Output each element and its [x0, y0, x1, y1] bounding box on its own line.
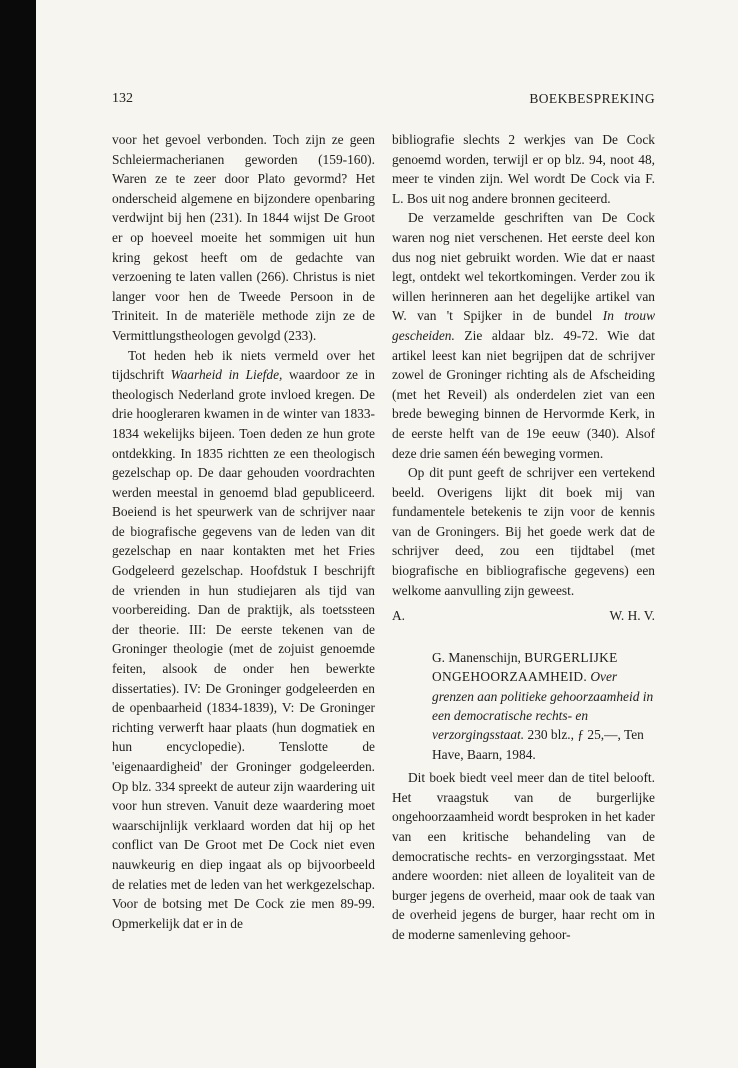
book-author: G. Manenschijn,	[432, 649, 521, 665]
scan-border	[0, 0, 36, 1068]
signature-place: A.	[392, 608, 406, 624]
book-title: BURGERLIJKE ONGEHOORZAAMHEID.	[432, 649, 618, 685]
text-run: Tot heden heb ik niets vermeld over het tijdschrift	[112, 347, 375, 383]
book-details: 230 blz., ƒ 25,—, Ten Have, Baarn, 1984.	[432, 727, 644, 762]
paragraph: voor het gevoel verbonden. Toch zijn ze geen Schleiermacherianen geworden (159-160). Waren ze te zeer door Plato gevormd? Het onderscheid algemene en bijzondere openbaring verdwijnt bij hen (231). In 1844 wijst De Groot er op hoeveel moeite het sommigen uit hun kring gekost heeft om de gedachte van verzoening te laten vallen (266). Christus is niet langer voor hen de Tweede Persoon in de Triniteit. In de materiële methode zijn ze de Vermittlungstheologen gevolgd (233).	[112, 132, 375, 343]
paragraph: Op dit punt geeft de schrijver een vertekend beeld. Overigens lijkt dit boek mij van fundamentele betekenis te zijn voor de kennis van de Groningers. Bij het goede werk dat de schrijver deed, zou een tijdtabel (met biografische en bibliografische gegevens) een welkome aanvulling zijn geweest.	[392, 465, 655, 598]
paragraph	[112, 346, 375, 934]
running-head: BOEKBESPREKING	[529, 91, 655, 106]
paragraph: Dit boek biedt veel meer dan de titel belooft. Het vraagstuk van de burgerlijke ongehoorzaamheid wordt besproken in het kader van een kritische behandeling van de democratische rechts- en verzorgingsstaat. Met andere woorden: niet alleen de loyaliteit van de burger jegens de overheid, maar ook de taak van de overheid jegens de burger, haar recht om in de moderne samenleving gehoor-	[392, 770, 655, 943]
review-signature	[392, 606, 655, 626]
page-number: 132	[112, 91, 133, 106]
signature-initials: W. H. V.	[609, 608, 655, 624]
paragraph	[392, 208, 655, 463]
paragraph: bibliografie slechts 2 werkjes van De Cock genoemd worden, terwijl er op blz. 94, noot 48, meer te vinden zijn. Wel wordt De Cock via F. L. Bos uit nog andere bronnen geciteerd.	[392, 132, 655, 206]
book-reference	[432, 648, 655, 764]
left-column	[112, 130, 375, 933]
journal-title: Waarheid in Liefde,	[170, 367, 283, 383]
text-run: waardoor ze in theologisch Nederland grote invloed kregen. De drie hoogleraren kwamen in de winter van 1833-1834 wekelijks bijeen. Toen deden ze hun grote ontdekking. In 1835 richtten ze een theologisch gezelschap op. De daar gehouden voordrachten werden meestal in genoemd blad gepubliceerd. Boeiend is het speurwerk van de schrijver naar de biografische gegevens van de leden van dit gezelschap en naar kontakten met het Fries Godgeleerd gezelschap. Hoofdstuk I beschrijft de vrienden in hun studiejaren als tijd van voorbereiding. Dan de praktijk, als toetssteen der theorie. III: De eerste tekenen van de Groninger theologie (met de zojuist genoemde feiten, alsook de onder hen bewerkte dissertaties). IV: De Groninger godgeleerden en de openbaarheid (1834-1839), V: De Groninger richting verwerft haar plaats (hun dogmatiek en hun encyclopedie). Tenslotte de 'eigenaardigheid' der Groninger godgeleerden. Op blz. 334 spreekt de auteur zijn waardering uit voor hun streven. Vanuit deze waardering moet waarschijnlijk verklaard worden dat hij op het conflict van De Groot met De Cock niet even nauwkeurig en diep ingaat als op bijvoorbeeld de relaties met de leden van het werkgezelschap. Voor de botsing met De Cock zie men 89-99. Opmerkelijk dat er in de	[112, 367, 375, 931]
book-subtitle: Over grenzen aan politieke gehoorzaamheid in een democratische rechts- en verzorgingsstaat.	[432, 669, 654, 743]
text-run: De verzamelde geschriften van De Cock waren nog niet verschenen. Het eerste deel kon dus nog niet gebruikt worden. Wie dat er naast legt, ontdekt wel tekortkomingen. Verder zou ik willen herinneren aan het degelijke artikel van W. van 't Spijker in de bundel	[392, 210, 655, 324]
book-title-italic: In trouw gescheiden.	[392, 308, 655, 343]
right-column	[392, 130, 655, 945]
text-run: Zie aldaar blz. 49-72. Wie dat artikel leest kan niet begrijpen dat de schrijver zowel de Groninger richting als de Afscheiding (met het Reveil) als onderdelen ziet van een brede beweging binnen de Hervormde Kerk, in de eerste helft van de 19e eeuw (340). Alsof deze drie samen één beweging vormen.	[392, 327, 655, 461]
page-header	[112, 91, 655, 113]
